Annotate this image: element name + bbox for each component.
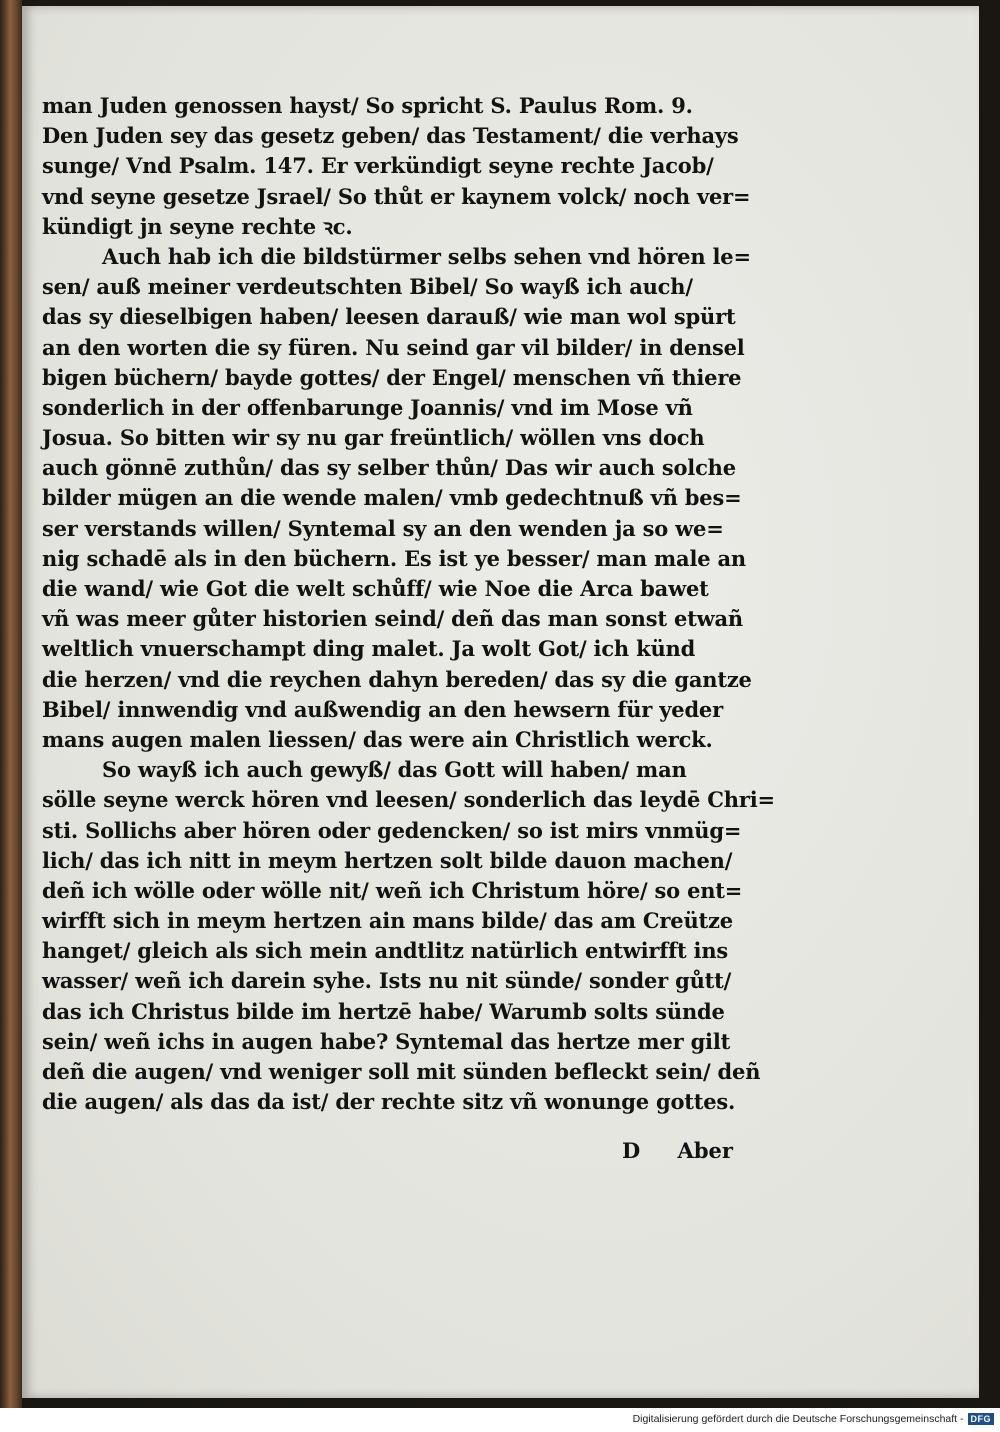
text-line: sunge/ Vnd Psalm. 147. Er verkündigt seyne rechte Jacob/	[42, 153, 714, 179]
text-line: nig schadē als in den büchern. Es ist ye besser/ man male an	[42, 545, 746, 571]
text-line: an den worten die sy füren. Nu seind gar vil bilder/ in densel	[42, 334, 745, 360]
text-line: Auch hab ich die bildstürmer selbs sehen vnd hören le=	[102, 243, 751, 269]
text-line: bilder mügen an die wende malen/ vmb gedechtnuß vñ bes=	[42, 485, 742, 511]
text-line: deñ ich wölle oder wölle nit/ weñ ich Christum höre/ so ent=	[42, 877, 743, 903]
text-line: das ich Christus bilde im hertzē habe/ Warumb solts sünde	[42, 998, 725, 1024]
text-line: Josua. So bitten wir sy nu gar freüntlich/ wöllen vns doch	[42, 425, 705, 451]
catch-line	[622, 1138, 733, 1163]
text-line: Den Juden sey das gesetz geben/ das Testament/ die verhays	[42, 123, 739, 149]
text-line: die wand/ wie Got die welt schůff/ wie Noe die Arca bawet	[42, 576, 709, 601]
text-line: sti. Sollichs aber hören oder gedencken/ so ist mirs vnmüg=	[42, 817, 742, 843]
text-line: mans augen malen liessen/ das were ain Christlich werck.	[42, 726, 713, 752]
text-line: sonderlich in der offenbarunge Joannis/ vnd im Mose vñ	[42, 394, 693, 420]
text-line: auch gönnē zuthůn/ das sy selber thůn/ Das wir auch solche	[42, 455, 736, 481]
book-page	[22, 6, 979, 1398]
text-line: sen/ auß meiner verdeutschten Bibel/ So wayß ich auch/	[42, 274, 693, 300]
page-edge	[0, 0, 22, 1408]
text-line: lich/ das ich nitt in meym hertzen solt bilde dauon machen/	[42, 847, 733, 873]
text-line: vnd seyne gesetze Jsrael/ So thůt er kaynem volck/ noch ver=	[42, 183, 751, 209]
text-line: kündigt jn seyne rechte ꝛc.	[42, 213, 353, 239]
text-line: die augen/ als das da ist/ der rechte sitz vñ wonunge gottes.	[42, 1089, 736, 1115]
page-text	[42, 91, 775, 1117]
text-line: wirfft sich in meym hertzen ain mans bilde/ das am Creütze	[42, 908, 733, 934]
text-line: die herzen/ vnd die reychen dahyn bereden/ das sy die gantze	[42, 666, 752, 692]
catchword: Aber	[677, 1138, 733, 1163]
text-line: vñ was meer gůter historien seind/ deñ das man sonst etwañ	[42, 606, 743, 632]
text-line: das sy dieselbigen haben/ leesen darauß/ wie man wol spürt	[42, 304, 736, 330]
text-line: bigen büchern/ bayde gottes/ der Engel/ menschen vñ thiere	[42, 364, 742, 390]
text-line: wasser/ weñ ich darein syhe. Ists nu nit sünde/ sonder gůtt/	[42, 968, 732, 994]
text-line: man Juden genossen hayst/ So spricht S. Paulus Rom. 9.	[42, 93, 693, 118]
text-line: hanget/ gleich als sich mein andtlitz natürlich entwirfft ins	[42, 938, 729, 964]
text-line: sein/ weñ ichs in augen habe? Syntemal das hertze mer gilt	[42, 1028, 731, 1054]
signature-mark: D	[622, 1138, 641, 1163]
text-line: ser verstands willen/ Syntemal sy an den wenden ja so we=	[42, 515, 724, 541]
digitization-credit	[633, 1410, 994, 1428]
dfg-logo: DFG	[968, 1413, 995, 1425]
text-line: deñ die augen/ vnd weniger soll mit sünden befleckt sein/ deñ	[42, 1059, 761, 1084]
text-line: So wayß ich auch gewyß/ das Gott will haben/ man	[102, 757, 687, 783]
credit-text: Digitalisierung gefördert durch die Deutsche Forschungsgemeinschaft -	[632, 1413, 964, 1425]
text-line: weltlich vnuerschampt ding malet. Ja wolt Got/ ich künd	[42, 636, 696, 662]
text-line: Bibel/ innwendig vnd außwendig an den hewsern für yeder	[42, 696, 723, 722]
text-line: sölle seyne werck hören vnd leesen/ sonderlich das leydē Chri=	[42, 787, 775, 813]
